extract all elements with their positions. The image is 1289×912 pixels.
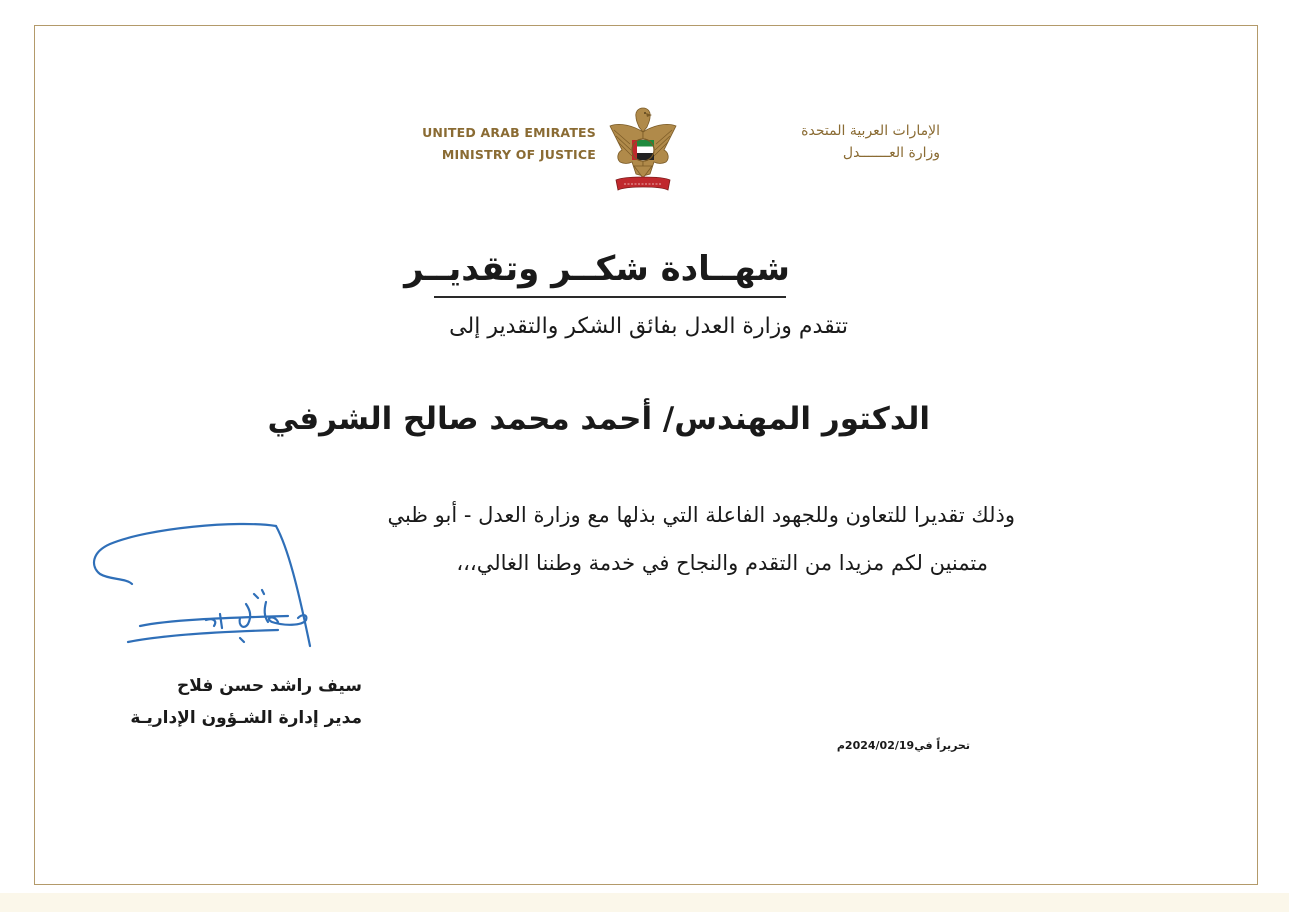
body-text-line-2: متمنين لكم مزيدا من التقدم والنجاح في خدمة وطننا الغالي،،،: [456, 551, 988, 575]
issue-date: تحريراً في2024/02/19م: [836, 739, 970, 752]
page-bottom-strip: [0, 893, 1289, 912]
certificate-title: شهــادة شكــر وتقديــر: [404, 249, 790, 289]
title-underline: [434, 296, 786, 298]
letterhead-english: [360, 122, 596, 166]
signatory-name: سيف راشد حسن فلاح: [177, 676, 362, 696]
signatory-position: مدير إدارة الشـؤون الإداريـة: [130, 708, 362, 728]
handwritten-signature: [88, 518, 328, 658]
letterhead-ministry-ar: وزارة العـــــــدل: [842, 145, 940, 161]
certificate-intro: تتقدم وزارة العدل بفائق الشكر والتقدير إلى: [449, 314, 848, 339]
letterhead-country-ar: الإمارات العربية المتحدة: [801, 123, 940, 139]
uae-falcon-emblem-icon: [606, 104, 680, 196]
recipient-name: الدكتور المهندس/ أحمد محمد صالح الشرفي: [267, 401, 930, 437]
letterhead-country-en: UNITED ARAB EMIRATES: [422, 125, 596, 140]
body-text-line-1: وذلك تقديرا للتعاون وللجهود الفاعلة التي بذلها مع وزارة العدل - أبو ظبي: [387, 503, 1015, 527]
letterhead-arabic: [690, 120, 940, 164]
letterhead-ministry-en: MINISTRY OF JUSTICE: [441, 147, 596, 162]
signatory-block: [100, 670, 362, 734]
